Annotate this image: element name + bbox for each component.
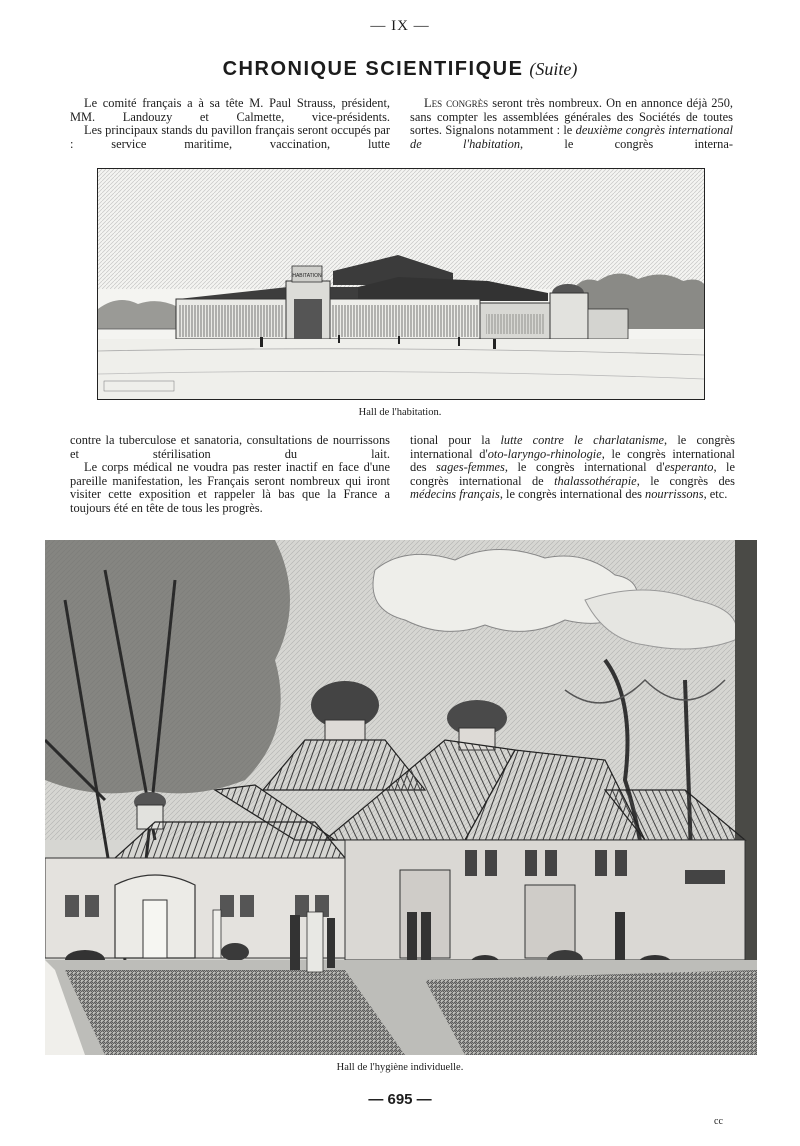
top-right-column [410, 97, 733, 151]
bottom-left-column [70, 434, 390, 516]
text-run: , etc. [703, 487, 728, 502]
printer-mark: cc [714, 1116, 723, 1127]
text-run: , le congrès interna- [520, 136, 733, 151]
text-run: , le congrès international d' [504, 460, 665, 475]
italic-text: médecins français [410, 487, 500, 502]
text-run: seront très nombreux. On en annonce déjà 250, sans compter les assemblées générales des Sociétés de toutes sortes. Signalons notamment : le [410, 96, 733, 138]
hall-habitation-drawing [98, 169, 704, 399]
italic-text: nourrissons [645, 487, 704, 502]
italic-text: oto-laryngo-rhinologie [487, 446, 602, 461]
hall-hygiene-illustration [45, 540, 757, 1055]
paragraph [410, 434, 735, 502]
paragraph: contre la tuberculose et sanatoria, consultations de nourrissons et stérilisation du lait. [70, 433, 390, 461]
page-number: — 695 — [368, 1091, 432, 1108]
text-run: tional pour la [410, 433, 501, 447]
small-caps-text: Les congrès [424, 96, 489, 110]
top-left-column [70, 97, 390, 151]
bottom-right-column [410, 434, 735, 502]
italic-text: sages-femmes [436, 460, 505, 475]
text-run: , le congrès international de [410, 460, 735, 488]
paragraph: Le corps médical ne voudra pas rester inactif en face d'une pareille manifestation, les Français seront nombreux qui iront visiter cette exposition et rappeler là bas que la France a toujours été en tête de tous les progrès. [70, 460, 390, 515]
hall-hygiene-drawing [45, 540, 757, 1055]
paragraph: Les principaux stands du pavillon français seront occupés par : service maritime, vaccination, lutte [70, 123, 390, 151]
text-run: , le congrès international des [499, 487, 646, 502]
italic-text: thalassothérapie [554, 473, 637, 488]
text-run: , le congrès international d' [410, 433, 735, 461]
article-title: CHRONIQUE SCIENTIFIQUE [222, 58, 524, 80]
paragraph: Le comité français a à sa tête M. Paul Strauss, président, MM. Landouzy et Calmette, vice-présidents. [70, 96, 390, 124]
figure-caption: Hall de l'habitation. [358, 407, 442, 418]
article-heading [0, 58, 800, 81]
hall-habitation-illustration [97, 168, 705, 400]
italic-text: lutte contre le charlatanisme [500, 433, 665, 447]
article-title-suffix: (Suite) [529, 59, 578, 79]
page-roman-numeral: — IX — [370, 18, 430, 34]
hall-sign-text: HABITATION [292, 273, 322, 279]
italic-text: esperanto [664, 460, 714, 475]
italic-text: deuxième congrès international de l'habitation [410, 123, 733, 151]
figure-caption: Hall de l'hygiène individuelle. [336, 1062, 464, 1073]
text-run: , le congrès des [636, 473, 735, 488]
text-run: , le congrès international des [410, 446, 735, 475]
paragraph [410, 97, 733, 151]
